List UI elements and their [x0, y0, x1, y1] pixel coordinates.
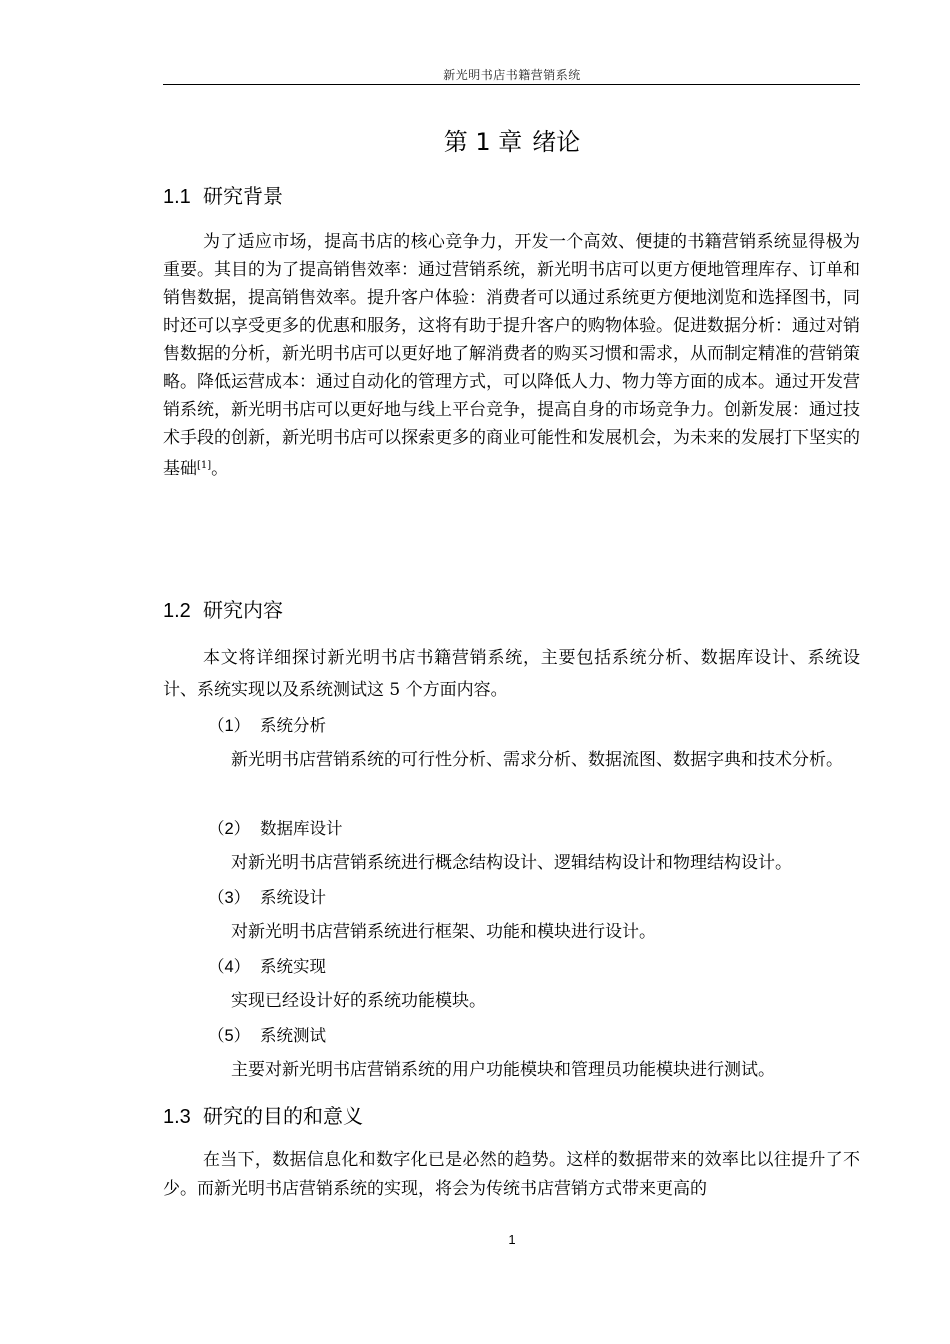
item-label: 系统设计 — [260, 888, 326, 907]
chapter-name: 绪论 — [532, 128, 581, 156]
item-index: （3） — [208, 889, 251, 907]
content-item-1-desc: 新光明书店营销系统的可行性分析、需求分析、数据流图、数据字典和技术分析。 — [231, 750, 843, 770]
content-item-2 — [208, 815, 343, 839]
header-rule — [163, 84, 860, 85]
item-label: 数据库设计 — [260, 819, 343, 838]
section-heading-1-3 — [163, 1100, 363, 1129]
content-item-5 — [208, 1022, 326, 1046]
section-title: 研究背景 — [203, 184, 283, 208]
section-number: 1.3 — [163, 1106, 191, 1128]
page-number: 1 — [508, 1232, 516, 1247]
item-index: （2） — [208, 820, 251, 838]
citation-ref[interactable]: [1] — [197, 460, 212, 471]
item-label: 系统分析 — [260, 716, 326, 735]
content-item-5-desc: 主要对新光明书店营销系统的用户功能模块和管理员功能模块进行测试。 — [231, 1060, 775, 1080]
item-label: 系统测试 — [260, 1026, 326, 1045]
item-index: （5） — [208, 1027, 251, 1045]
content-item-2-desc: 对新光明书店营销系统进行概念结构设计、逻辑结构设计和物理结构设计。 — [231, 853, 792, 873]
section-1-1-paragraph — [163, 228, 860, 483]
section-number: 1.2 — [163, 600, 191, 622]
item-index: （4） — [208, 958, 251, 976]
chapter-title — [0, 122, 950, 157]
item-index: （1） — [208, 717, 251, 735]
content-item-1 — [208, 712, 326, 736]
content-item-3-desc: 对新光明书店营销系统进行框架、功能和模块进行设计。 — [231, 922, 656, 942]
section-1-2-paragraph: 本文将详细探讨新光明书店书籍营销系统，主要包括系统分析、数据库设计、系统设计、系统实现以及系统测试这 5 个方面内容。 — [163, 648, 860, 700]
content-item-4-desc: 实现已经设计好的系统功能模块。 — [231, 991, 486, 1011]
content-item-3 — [208, 884, 326, 908]
running-header: 新光明书店书籍营销系统 — [443, 68, 581, 82]
section-number: 1.1 — [163, 186, 191, 208]
section-heading-1-2 — [163, 594, 283, 623]
section-heading-1-1 — [163, 180, 283, 209]
content-item-4 — [208, 953, 326, 977]
section-title: 研究的目的和意义 — [203, 1104, 363, 1128]
chapter-label: 第 1 章 — [443, 128, 523, 156]
item-label: 系统实现 — [260, 957, 326, 976]
paragraph-end: 。 — [211, 459, 229, 479]
paragraph-text: 为了适应市场，提高书店的核心竞争力，开发一个高效、便捷的书籍营销系统显得极为重要。其目的为了提高销售效率：通过营销系统，新光明书店可以更方便地管理库存、订单和销售数据，提高销售效率。提升客户体验：消费者可以通过系统更方便地浏览和选择图书，同时还可以享受更多的优惠和服务，这将有助于提升客户的购物体验。促进数据分析：通过对销售数据的分析，新光明书店可以更好地了解消费者的购买习惯和需求，从而制定精准的营销策略。降低运营成本：通过自动化的管理方式，可以降低人力、物力等方面的成本。通过开发营销系统，新光明书店可以更好地与线上平台竞争，提高自身的市场竞争力。创新发展：通过技术手段的创新，新光明书店可以探索更多的商业可能性和发展机会，为未来的发展打下坚实的基础 — [163, 232, 860, 479]
section-1-3-paragraph: 在当下，数据信息化和数字化已是必然的趋势。这样的数据带来的效率比以往提升了不少。而新光明书店营销系统的实现，将会为传统书店营销方式带来更高的 — [163, 1150, 860, 1199]
section-title: 研究内容 — [203, 598, 283, 622]
